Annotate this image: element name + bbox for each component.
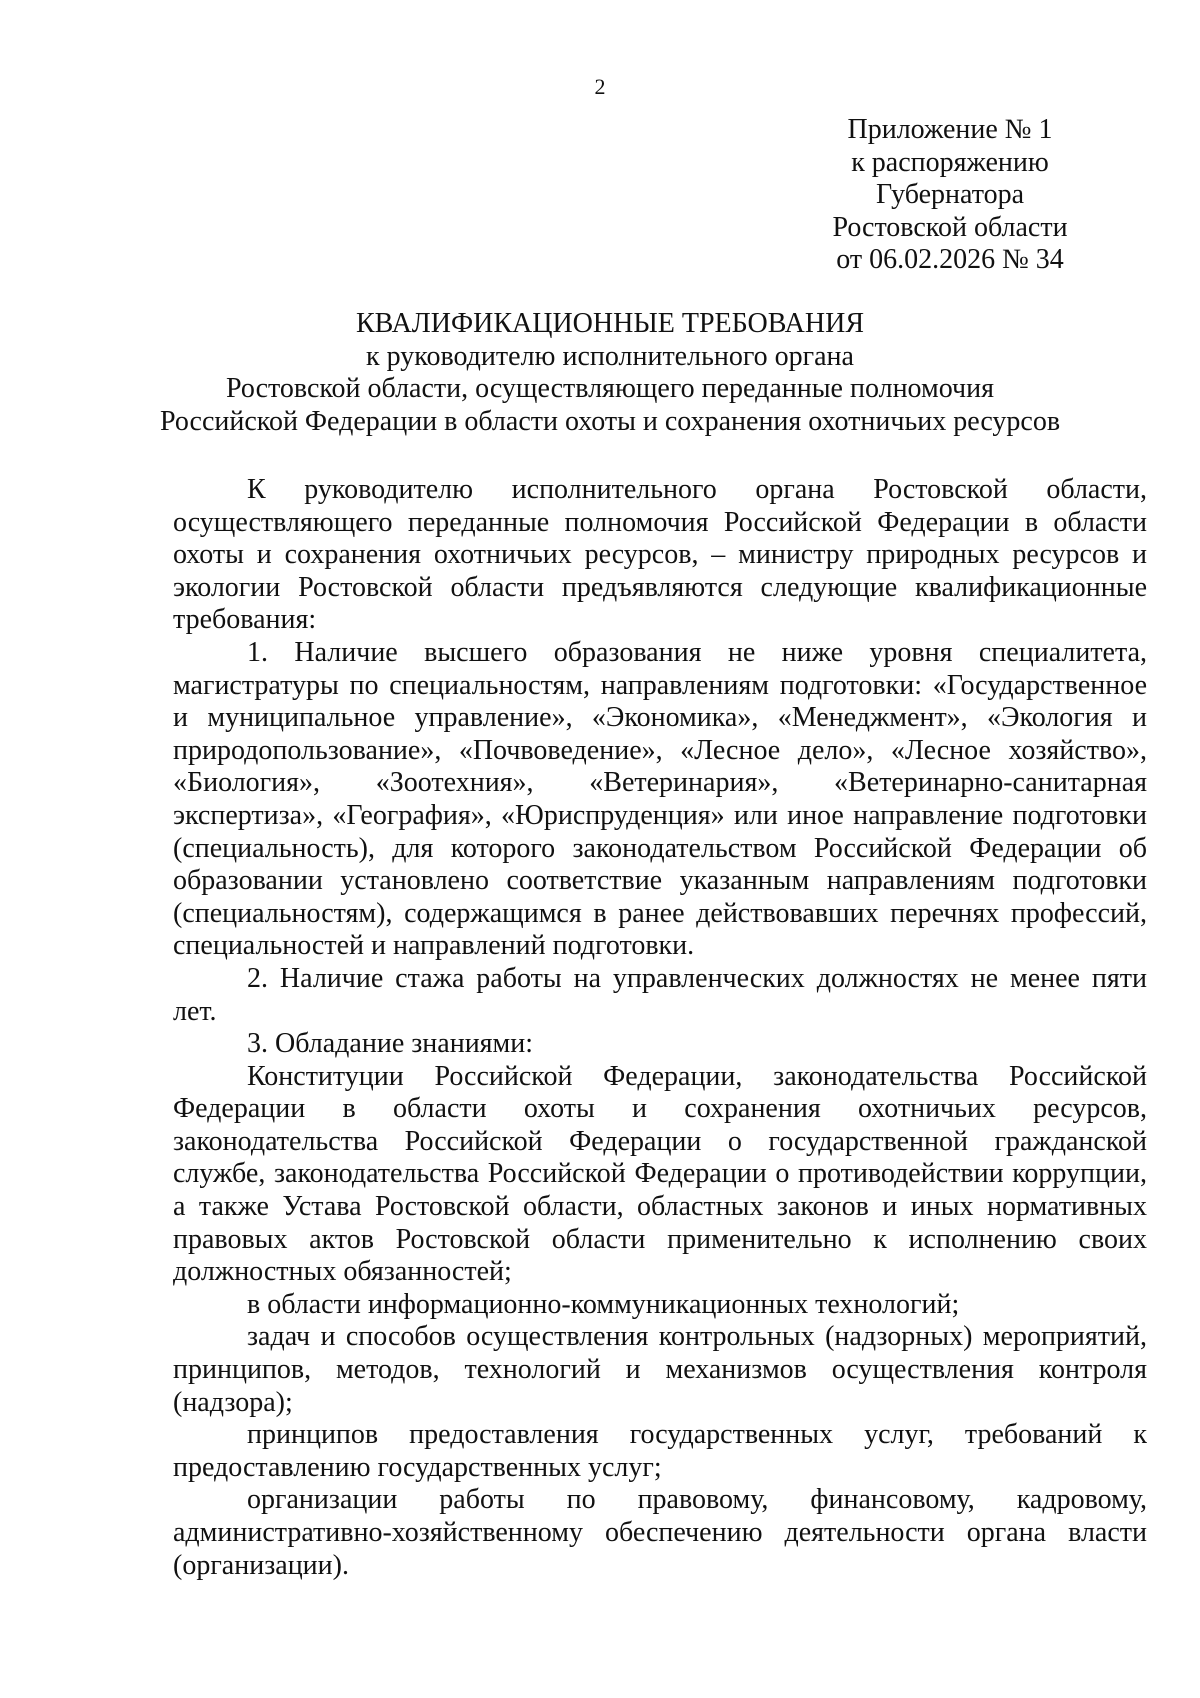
paragraph-knowledge-ict: в области информационно-коммуникационных технологий; — [247, 1288, 960, 1320]
appendix-line: Приложение № 1 — [847, 114, 1053, 145]
appendix-line: от 06.02.2026 № 34 — [836, 244, 1064, 275]
appendix-line: Губернатора — [875, 179, 1025, 210]
title-subline: Ростовской области, осуществляющего переданные полномочия — [226, 373, 994, 404]
title-subline: Российской Федерации в области охоты и сохранения охотничьих ресурсов — [159, 405, 1061, 437]
document-body — [173, 474, 1147, 1582]
paragraph-knowledge-control: задач и способов осуществления контрольных (надзорных) мероприятий, принципов, методов, технологий и механизмов осуществления контроля (надзора); — [173, 1321, 1147, 1418]
title-heading: КВАЛИФИКАЦИОННЫЕ ТРЕБОВАНИЯ — [355, 308, 865, 339]
paragraph-knowledge-services: принципов предоставления государственных услуг, требований к предоставлению государственных услуг; — [173, 1419, 1147, 1483]
paragraph-item-2-experience: 2. Наличие стажа работы на управленческих должностях не менее пяти лет. — [173, 962, 1147, 1027]
page-number: 2 — [594, 74, 606, 99]
paragraph-item-3-knowledge: 3. Обладание знаниями: — [247, 1028, 534, 1060]
appendix-line: к распоряжению — [851, 146, 1049, 178]
appendix-line: Ростовской области — [832, 211, 1068, 243]
appendix-block — [830, 114, 1070, 277]
paragraph-intro: К руководителю исполнительного органа Ростовской области, осуществляющего переданные полномочия Российской Федерации в области охоты и сохранения охотничьих ресурсов, – министру природных ресурсов и экологии Ростовской области предъявляются следующие квалификационные требования: — [173, 474, 1147, 636]
paragraph-knowledge-constitution: Конституции Российской Федерации, законодательства Российской Федерации в области охоты и сохранения охотничьих ресурсов, законодательства Российской Федерации о государственной гражданской службе, законодательства Российской Федерации о противодействии коррупции, а также Устава Ростовской области, областных законов и иных нормативных правовых актов Ростовской области применительно к исполнению своих должностных обязанностей; — [173, 1060, 1147, 1288]
document-title — [140, 308, 1080, 438]
paragraph-item-1-education: 1. Наличие высшего образования не ниже уровня специалитета, магистратуры по специальностям, направлениям подготовки: «Государственное и муниципальное управление», «Экономика», «Менеджмент», «Экология и природопользование», «Почвоведение», «Лесное дело», «Лесное хозяйство», «Биология», «Зоотехния», «Ветеринария», «Ветеринарно-санитарная экспертиза», «География», «Юриспруденция» или иное направление подготовки (специальность), для которого законодательством Российской Федерации об образовании установлено соответствие указанным направлениям подготовки (специальностям), содержащимся в ранее действовавших перечнях профессий, специальностей и направлений подготовки. — [173, 636, 1147, 962]
title-subline: к руководителю исполнительного органа — [366, 340, 854, 372]
paragraph-knowledge-organization: организации работы по правовому, финансовому, кадровому, административно-хозяйственному обеспечению деятельности органа власти (организации). — [173, 1484, 1147, 1581]
